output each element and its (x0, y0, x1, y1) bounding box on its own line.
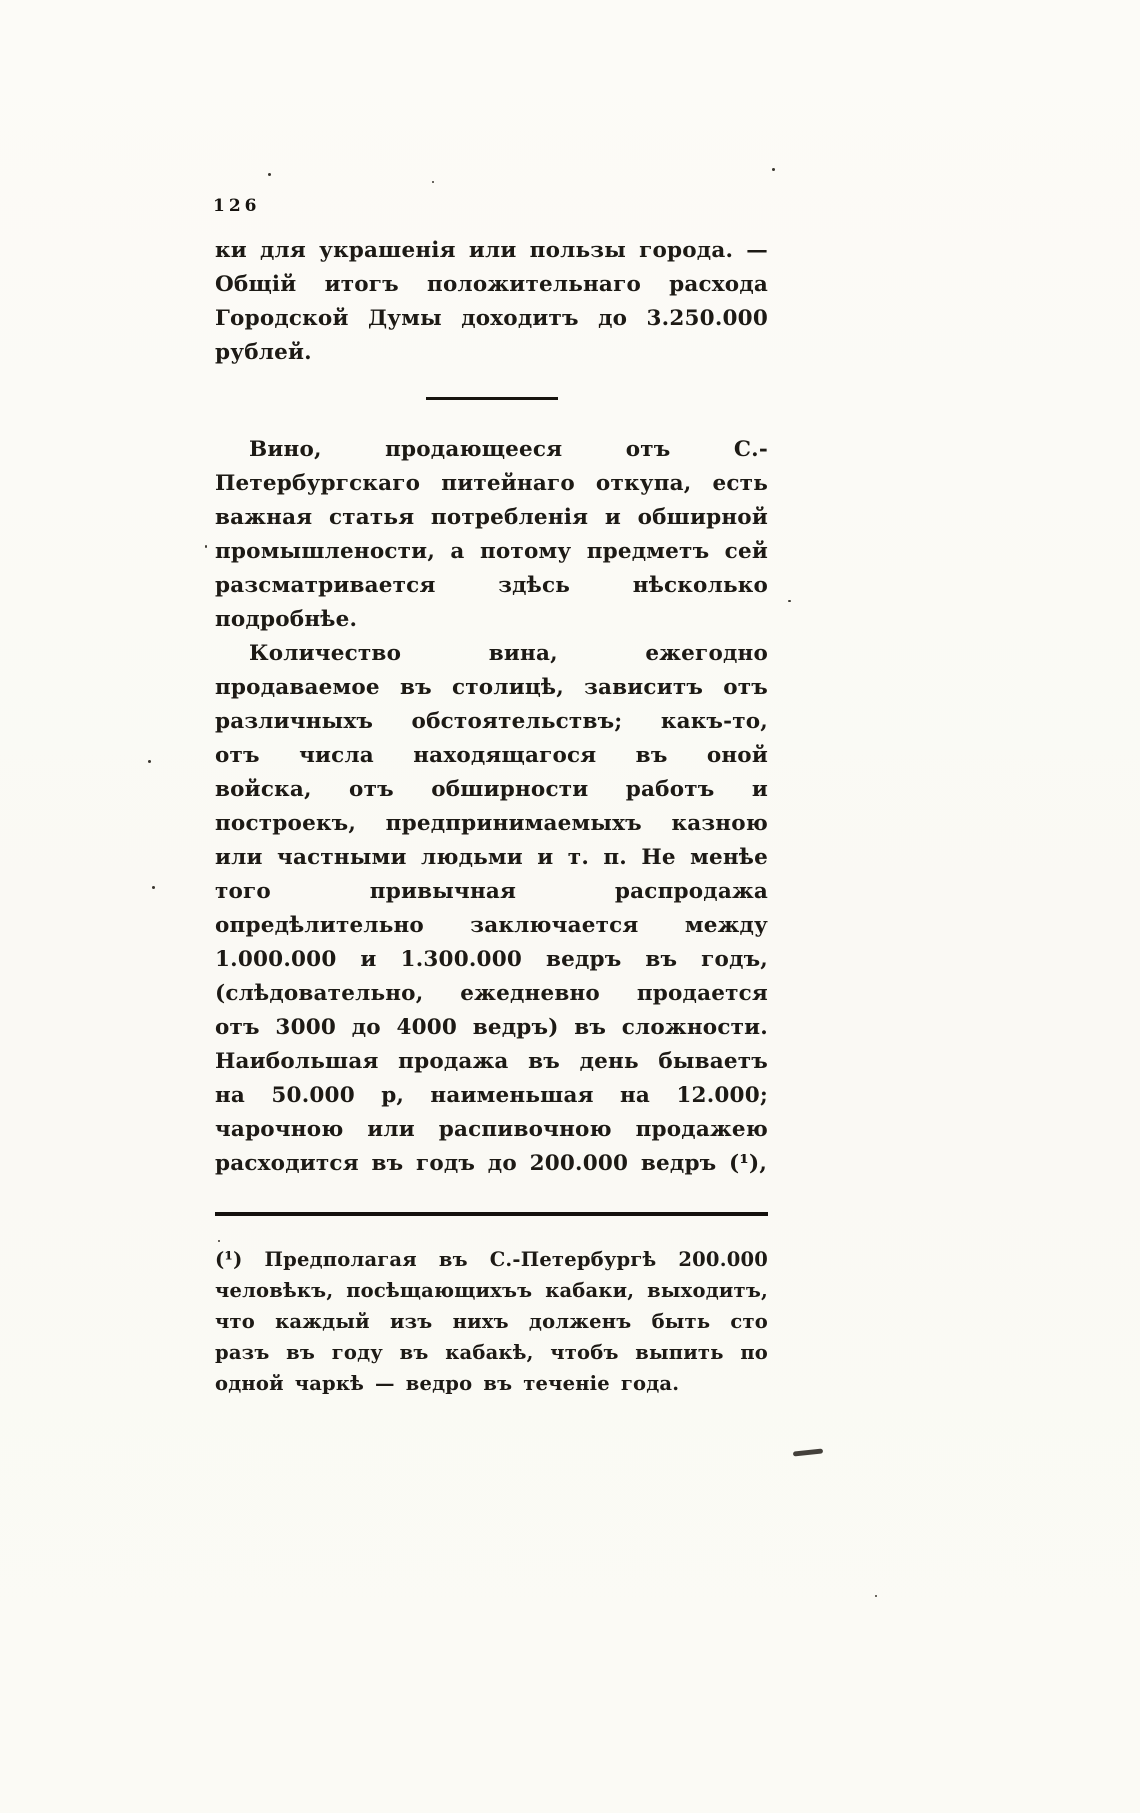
scan-speck (268, 173, 271, 176)
footnote-text: (¹) Предполагая въ С.-Петербургѣ 200.000 человѣкъ, посѣщающихъъ кабаки, выходитъ, что каждый изъ нихъ долженъ быть сто разъ въ году въ кабакѣ, чтобъ выпить по одной чаркѣ — ведро въ теченіе года. (215, 1248, 768, 1395)
scan-speck (875, 1595, 877, 1597)
text-block (215, 234, 768, 1399)
scan-speck (148, 760, 151, 763)
paragraph-wine-intro: Вино, продающееся отъ С.-Петербургскаго питейнаго откупа, есть важная статья потребленія и обширной промышлености, а потому предметъ сей разсматривается здѣсь нѣсколько подробнѣе. (215, 437, 768, 632)
page-number: 126 (213, 196, 261, 216)
paragraph-quantity: Количество вина, ежегодно продаваемое въ столицѣ, зависитъ отъ различныхъ обстоятельствъ; какъ-то, отъ числа находящагося въ оной войска, отъ обширности работъ и построекъ, предпринимаемыхъ казною или частными людьми и т. п. Не менѣе того привычная распродажа опредѣлительно заключается между 1.000.000 и 1.300.000 ведръ въ годъ, (слѣдовательно, ежедневно продается отъ 3000 до 4000 ведръ) въ сложности. Наибольшая продажа въ день бываетъ на 50.000 р, наименьшая на 12.000; чарочною или распивочною продажею расходится въ годъ до 200.000 ведръ (¹), (215, 641, 768, 1176)
footnote-rule (215, 1212, 768, 1216)
scan-speck (772, 168, 775, 171)
scan-speck (218, 1240, 220, 1242)
scan-speck (788, 600, 791, 602)
scan-mark (793, 1448, 823, 1456)
scan-speck (205, 545, 207, 548)
paragraph-continuation: ки для украшенія или пользы города. — Общій итогъ положительнаго расхода Городской Думы доходитъ до 3.250.000 рублей. (215, 238, 768, 365)
scan-speck (152, 886, 155, 889)
section-divider (426, 397, 558, 400)
scan-speck (432, 181, 434, 183)
